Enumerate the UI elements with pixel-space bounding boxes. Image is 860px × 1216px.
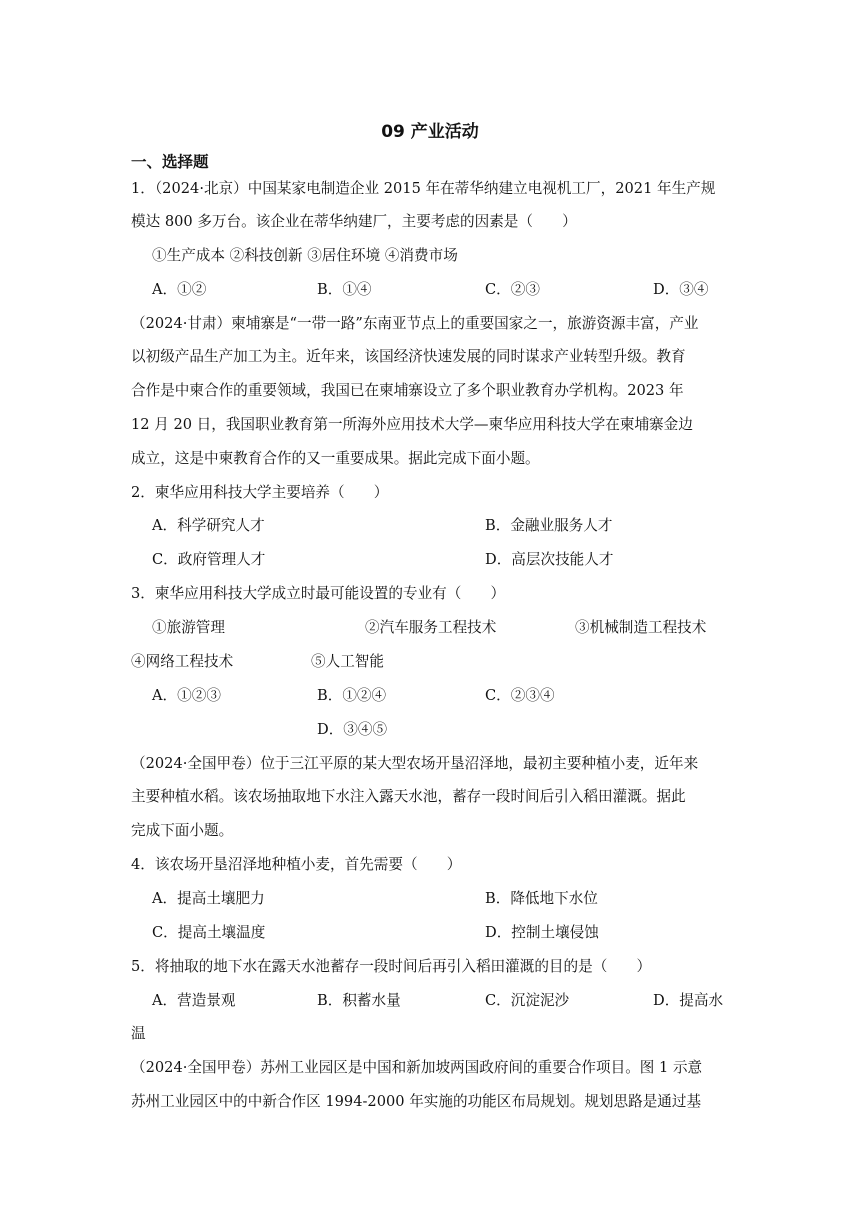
question-4-option-b: B．降低地下水位 [485, 890, 598, 907]
question-1-option-c: C．②③ [485, 281, 540, 298]
passage-3-line-2: 苏州工业园区中的中新合作区 1994-2000 年实施的功能区布局规划。规划思路是通过基 [131, 1093, 702, 1110]
question-4-option-d: D．控制土壤侵蚀 [485, 924, 599, 941]
passage-2-line-2: 主要种植水稻。该农场抽取地下水注入露天水池，蓄存一段时间后引入稻田灌溉。据此 [131, 788, 686, 805]
question-1-option-a: A．①② [152, 281, 207, 298]
question-5-option-d: D．提高水 [653, 992, 724, 1009]
question-2-option-d: D．高层次技能人才 [485, 551, 614, 568]
question-3-item-2: ②汽车服务工程技术 [365, 619, 497, 636]
question-1-stem-line-2: 模达 800 多万台。该企业在蒂华纳建厂，主要考虑的因素是（ ） [131, 213, 577, 230]
question-1-option-d: D．③④ [653, 281, 709, 298]
question-4-stem: 4．该农场开垦沼泽地种植小麦，首先需要（ ） [131, 856, 462, 873]
question-4-option-c: C．提高土壤温度 [152, 924, 266, 941]
section-heading: 一、选择题 [131, 153, 209, 171]
question-3-stem: 3．柬华应用科技大学成立时最可能设置的专业有（ ） [131, 585, 506, 602]
question-1-option-b: B．①④ [317, 281, 372, 298]
question-5-stem: 5．将抽取的地下水在露天水池蓄存一段时间后再引入稻田灌溉的目的是（ ） [131, 958, 652, 975]
question-5-option-b: B．积蓄水量 [317, 992, 401, 1009]
question-5-option-c: C．沉淀泥沙 [485, 992, 570, 1009]
question-5-option-d-wrap: 温 [131, 1025, 146, 1042]
page-title: 09 产业活动 [381, 122, 479, 142]
passage-1-line-3: 合作是中柬合作的重要领域，我国已在柬埔寨设立了多个职业教育办学机构。2023 年 [131, 382, 684, 399]
question-3-option-c: C．②③④ [485, 687, 555, 704]
question-3-option-a: A．①②③ [152, 687, 221, 704]
question-3-option-b: B．①②④ [317, 687, 387, 704]
question-3-item-4: ④网络工程技术 [131, 653, 234, 670]
question-2-stem: 2．柬华应用科技大学主要培养（ ） [131, 484, 389, 501]
question-3-item-5: ⑤人工智能 [311, 653, 384, 670]
question-1-items: ①生产成本 ②科技创新 ③居住环境 ④消费市场 [152, 247, 458, 264]
question-5-option-a: A．营造景观 [152, 992, 236, 1009]
passage-1-line-4: 12 月 20 日，我国职业教育第一所海外应用技术大学—柬华应用科技大学在柬埔寨金边 [131, 416, 693, 433]
question-2-option-c: C．政府管理人才 [152, 551, 266, 568]
question-3-item-1: ①旅游管理 [152, 619, 225, 636]
passage-2-line-1: （2024·全国甲卷）位于三江平原的某大型农场开垦沼泽地，最初主要种植小麦，近年来 [131, 755, 699, 772]
question-1-stem-line-1: 1．（2024·北京）中国某家电制造企业 2015 年在蒂华纳建立电视机工厂，2021 年生产规 [131, 180, 716, 197]
passage-1-line-5: 成立，这是中柬教育合作的又一重要成果。据此完成下面小题。 [131, 450, 540, 467]
question-3-item-3: ③机械制造工程技术 [575, 619, 707, 636]
passage-1-line-1: （2024·甘肃）柬埔寨是“一带一路”东南亚节点上的重要国家之一，旅游资源丰富，产业 [131, 315, 699, 332]
question-3-option-d: D．③④⑤ [317, 721, 388, 738]
passage-2-line-3: 完成下面小题。 [131, 822, 234, 839]
question-4-option-a: A．提高土壤肥力 [152, 890, 265, 907]
passage-3-line-1: （2024·全国甲卷）苏州工业园区是中国和新加坡两国政府间的重要合作项目。图 1 示意 [131, 1059, 703, 1076]
question-2-option-b: B．金融业服务人才 [485, 517, 613, 534]
question-2-option-a: A．科学研究人才 [152, 517, 265, 534]
passage-1-line-2: 以初级产品生产加工为主。近年来，该国经济快速发展的同时谋求产业转型升级。教育 [131, 348, 686, 365]
